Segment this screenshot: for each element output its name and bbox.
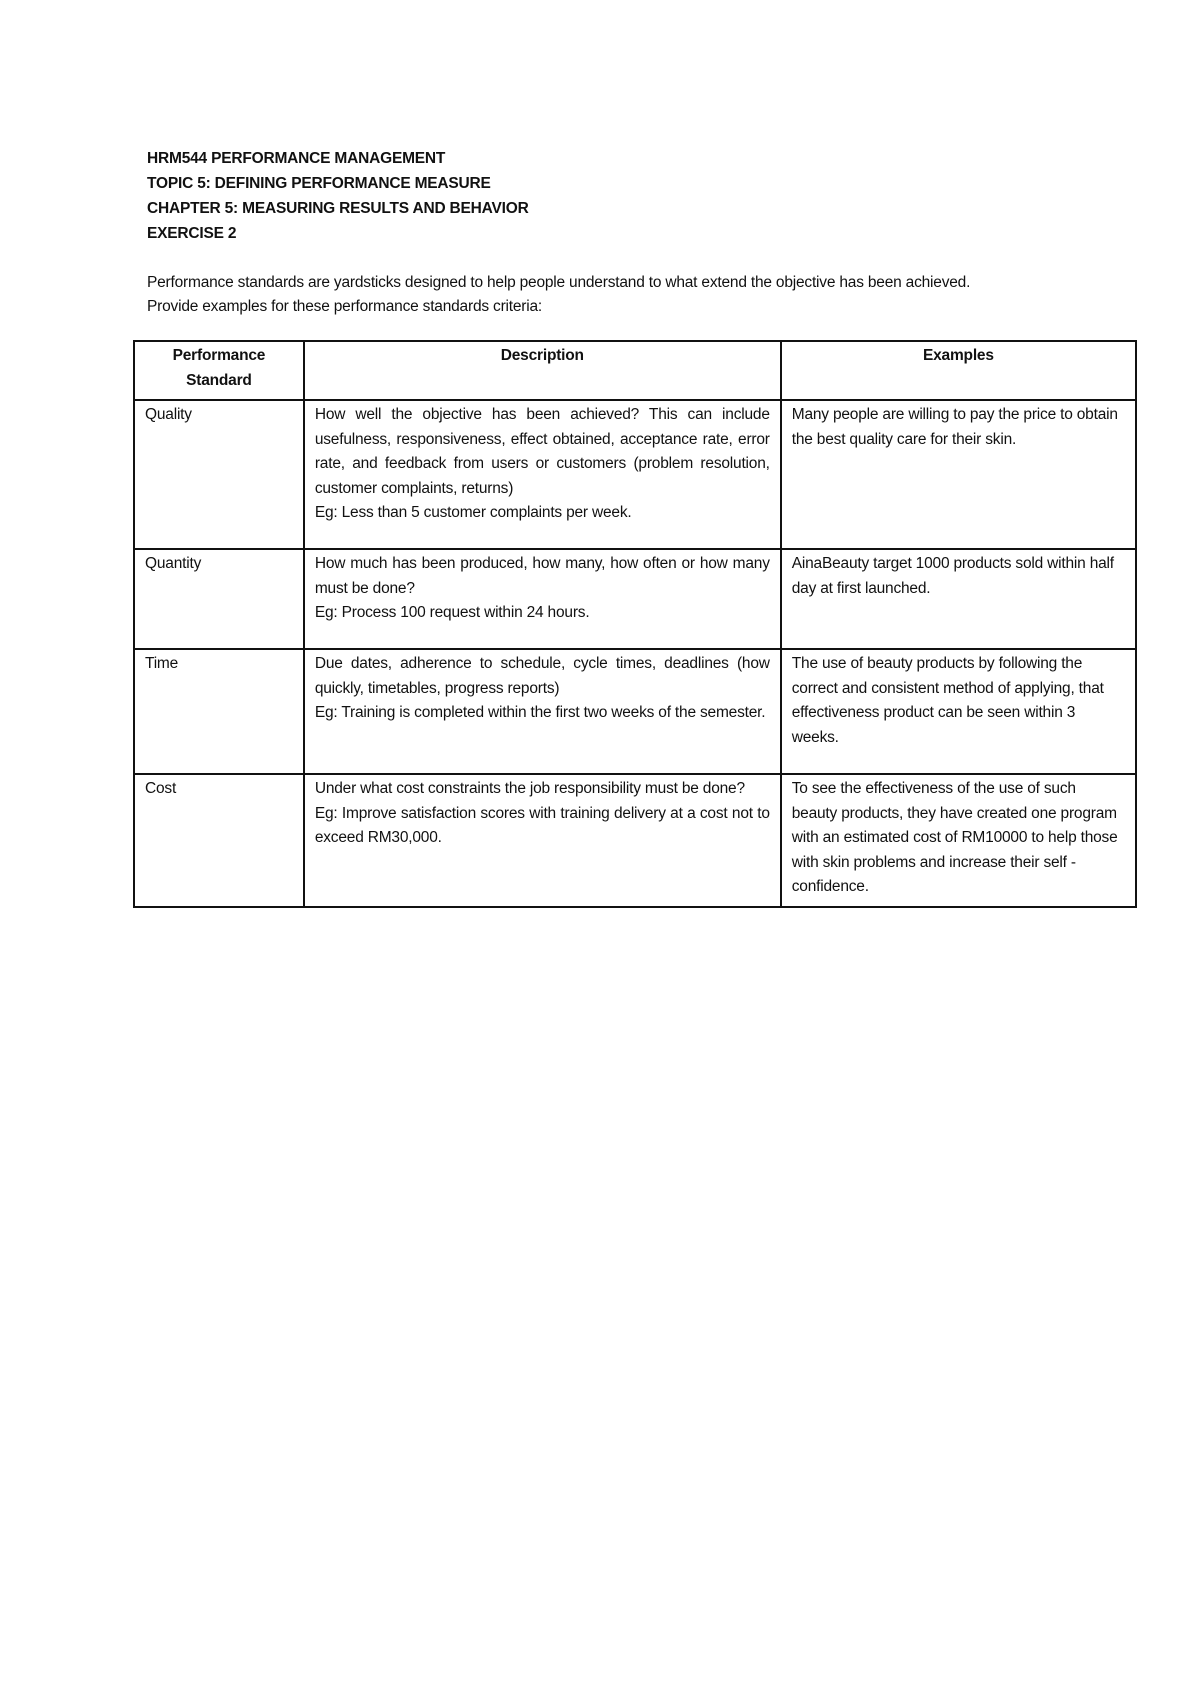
description-cell (304, 649, 781, 774)
description-text: Under what cost constraints the job responsibility must be done? (314, 780, 745, 797)
description-text: How much has been produced, how many, how often or how many must be done? (314, 555, 770, 597)
instructions-line-2: Provide examples for these performance standards criteria: (147, 298, 543, 315)
instructions-line-1: Performance standards are yardsticks designed to help people understand to what extend the objective has been achieved. (147, 274, 971, 291)
table-header-row (134, 341, 1136, 400)
description-cell (304, 400, 781, 549)
example-cell: To see the effectiveness of the use of such beauty products, they have created one program with an estimated cost of RM10000 to help those with skin problems and increase their self -confidence. (781, 774, 1136, 907)
table-row (134, 649, 1136, 774)
standard-cell: Cost (134, 774, 304, 907)
description-example: Eg: Training is completed within the first two weeks of the semester. (314, 704, 766, 721)
header-examples: Examples (781, 341, 1136, 400)
exercise-title: EXERCISE 2 (147, 225, 237, 242)
description-text: How well the objective has been achieved? This can include usefulness, responsiveness, effect obtained, acceptance rate, error rate, and feedback from users or customers (problem resolution, customer complaints, returns) (314, 406, 770, 497)
example-cell: AinaBeauty target 1000 products sold within half day at first launched. (781, 549, 1136, 649)
course-title: HRM544 PERFORMANCE MANAGEMENT (147, 150, 446, 167)
description-example: Eg: Process 100 request within 24 hours. (314, 604, 590, 621)
description-cell (304, 774, 781, 907)
standard-cell: Quality (134, 400, 304, 549)
document-page (145, 146, 1157, 895)
standard-cell: Time (134, 649, 304, 774)
description-example: Eg: Less than 5 customer complaints per week. (314, 504, 632, 521)
description-text: Due dates, adherence to schedule, cycle times, deadlines (how quickly, timetables, progress reports) (314, 655, 770, 697)
description-example: Eg: Improve satisfaction scores with training delivery at a cost not to exceed RM30,000. (314, 804, 770, 846)
header-performance-standard: Performance Standard (134, 341, 304, 400)
chapter-title: CHAPTER 5: MEASURING RESULTS AND BEHAVIOR (147, 200, 529, 217)
example-cell: The use of beauty products by following the correct and consistent method of applying, that effectiveness product can be seen within 3 weeks. (781, 649, 1136, 774)
header-description: Description (304, 341, 781, 400)
example-cell: Many people are willing to pay the price to obtain the best quality care for their skin. (781, 400, 1136, 549)
performance-standards-table (133, 340, 1137, 908)
topic-title: TOPIC 5: DEFINING PERFORMANCE MEASURE (147, 175, 491, 192)
description-cell (304, 549, 781, 649)
standard-cell: Quantity (134, 549, 304, 649)
table-row (134, 400, 1136, 549)
table-row (134, 549, 1136, 649)
table-row (134, 774, 1136, 907)
instructions (147, 271, 1157, 319)
